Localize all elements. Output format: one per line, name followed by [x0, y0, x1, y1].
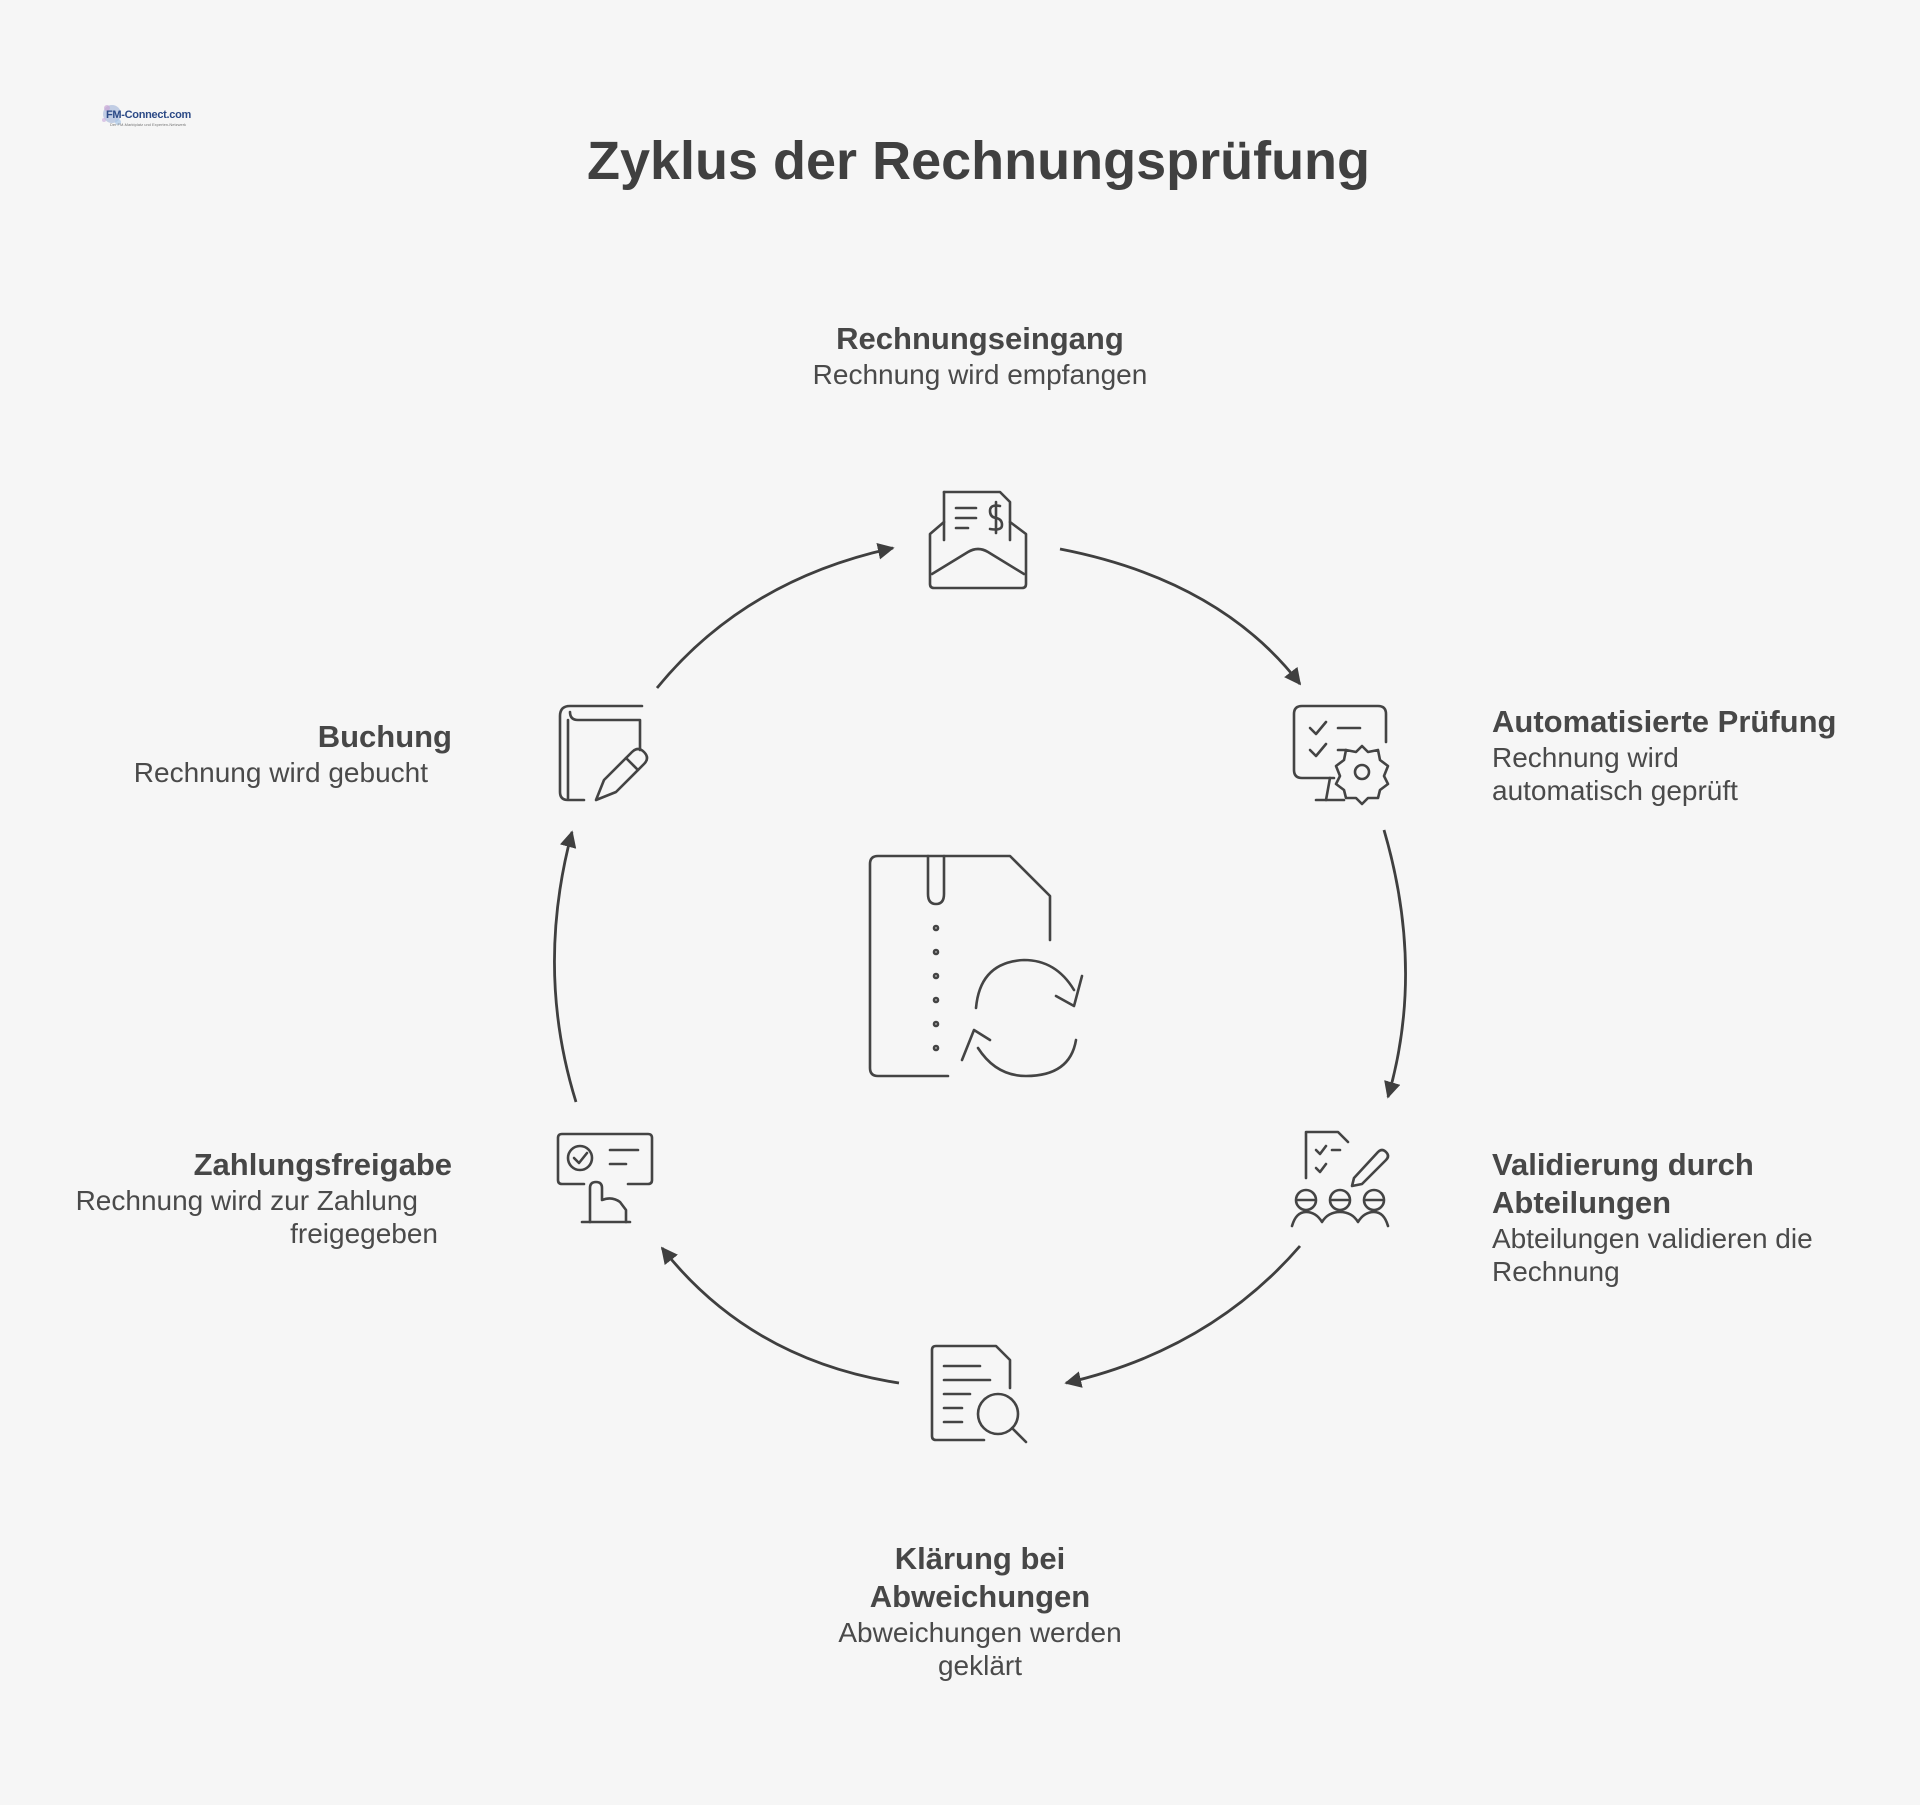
logo-subtext: Der FM-Marktplatz und Experten-Netzwerk [110, 122, 187, 127]
payment-approval-icon [558, 1134, 652, 1222]
arrow-2-to-3 [1384, 830, 1406, 1097]
step-heading-line-2: Abteilungen [1492, 1185, 1672, 1220]
step-description: Rechnung wird gebucht [133, 757, 428, 788]
step-heading: Buchung [317, 719, 452, 754]
step-automatisierte-pruefung [1492, 703, 1912, 807]
monitor-checklist-gear-icon [1294, 706, 1388, 804]
step-description-line-1: Rechnung wird [1492, 742, 1679, 773]
envelope-invoice-icon [930, 492, 1026, 588]
book-pencil-icon [560, 706, 647, 800]
step-zahlungsfreigabe [40, 1146, 452, 1250]
step-heading: Zahlungsfreigabe [193, 1147, 452, 1182]
arrow-5-to-6 [554, 832, 576, 1102]
arrow-4-to-5 [662, 1248, 899, 1383]
step-description-line-2: freigegeben [290, 1218, 438, 1249]
checklist-team-icon [1292, 1132, 1388, 1226]
arrow-3-to-4 [1066, 1246, 1300, 1383]
page-title: Zyklus der Rechnungsprüfung [586, 131, 1371, 191]
arrow-6-to-1 [657, 548, 893, 688]
step-heading: Automatisierte Prüfung [1492, 704, 1837, 739]
step-description-line-1: Abweichungen werden [838, 1617, 1122, 1648]
step-heading: Rechnungseingang [836, 321, 1124, 356]
step-description-line-2: geklärt [937, 1650, 1023, 1681]
step-heading-line-1: Validierung durch [1492, 1147, 1754, 1182]
step-rechnungseingang [740, 320, 1220, 391]
arrow-1-to-2 [1060, 549, 1300, 684]
step-validierung [1492, 1146, 1912, 1288]
document-cycle-icon [870, 856, 1082, 1076]
step-heading-line-2: Abweichungen [869, 1579, 1091, 1614]
step-description-line-2: automatisch geprüft [1492, 775, 1738, 806]
document-search-icon [932, 1346, 1026, 1442]
step-buchung [60, 718, 452, 789]
step-klaerung [780, 1540, 1180, 1682]
step-description-line-2: Rechnung [1492, 1256, 1620, 1287]
step-heading-line-1: Klärung bei [894, 1541, 1066, 1576]
logo-text: FM-Connect.com [106, 109, 192, 121]
step-description-line-1: Rechnung wird zur Zahlung [75, 1185, 418, 1216]
step-description-line-1: Abteilungen validieren die [1492, 1223, 1813, 1254]
step-description: Rechnung wird empfangen [812, 359, 1148, 390]
